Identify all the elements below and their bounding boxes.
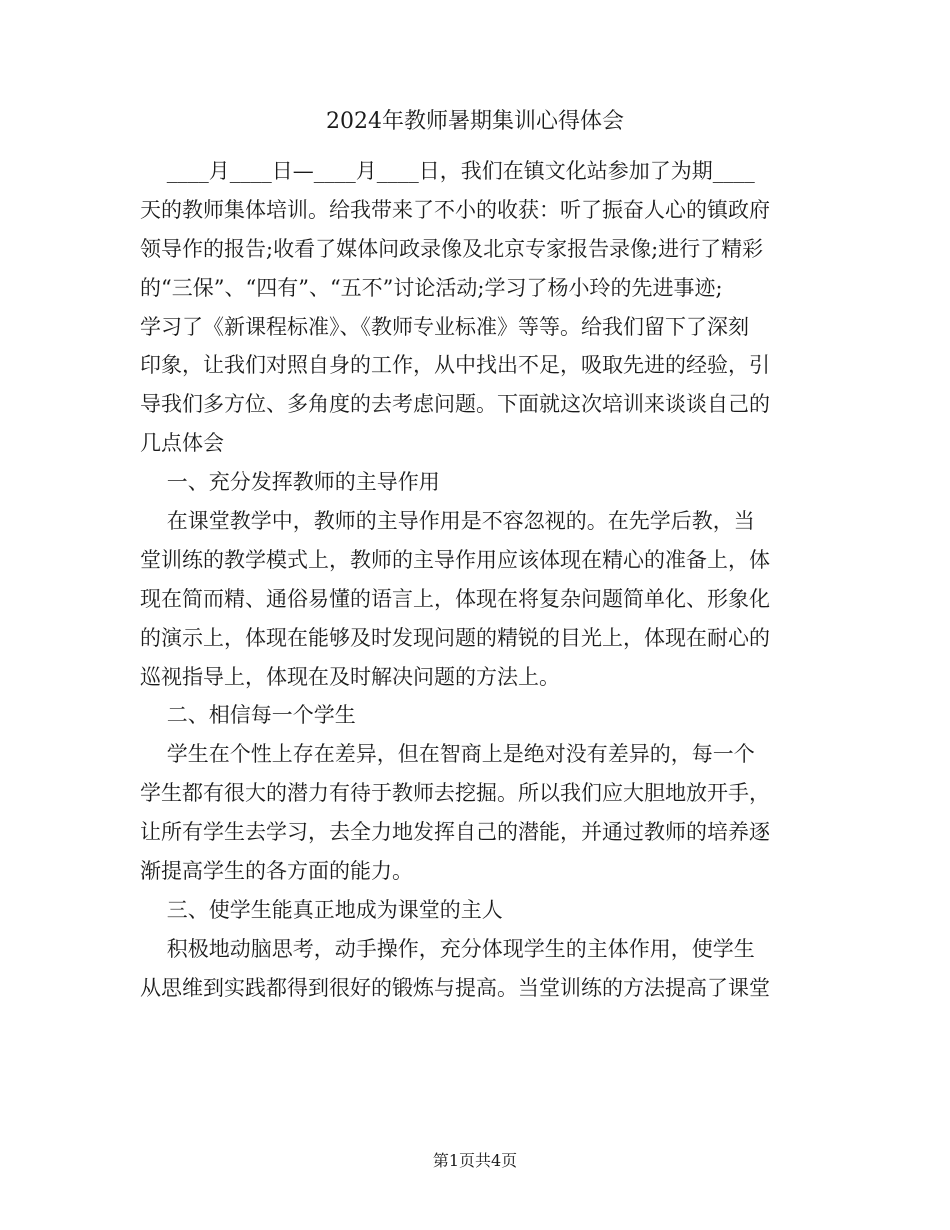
text-line: 学生都有很大的潜力有待于教师去挖掘。所以我们应大胆地放开手， [140,781,770,806]
page-number-footer: 第1页共4页 [432,1151,518,1170]
text-line: 让所有学生去学习，去全力地发挥自己的潜能，并通过教师的培养逐 [140,820,770,845]
text-line: 几点体会 [140,431,224,456]
text-line: 在课堂教学中，教师的主导作用是不容忽视的。在先学后教，当 [140,509,755,534]
section-heading: 三、使学生能真正地成为课堂的主人 [140,897,503,922]
text-line: ____月____日—____月____日，我们在镇文化站参加了为期____ [140,159,755,183]
document-body [140,152,808,1008]
text-line: 现在简而精、通俗易懂的语言上，体现在将复杂问题简单化、形象化 [140,586,770,611]
text-line: 导我们多方位、多角度的去考虑问题。下面就这次培训来谈谈自己的 [140,392,770,417]
text-line: 印象，让我们对照自身的工作，从中找出不足，吸取先进的经验，引 [140,353,770,378]
text-line: 的演示上，体现在能够及时发现问题的精锐的目光上，体现在耐心的 [140,625,770,650]
text-line: 渐提高学生的各方面的能力。 [140,859,413,884]
text-line: 堂训练的教学模式上，教师的主导作用应该体现在精心的准备上，体 [140,547,770,572]
section-heading: 二、相信每一个学生 [140,703,356,728]
text-line: 天的教师集体培训。给我带来了不小的收获：听了振奋人心的镇政府 [140,197,770,222]
document-title: 2024年教师暑期集训心得体会 [326,109,624,134]
text-line: 的“三保”、“四有”、“五不”讨论活动;学习了杨小玲的先进事迹; [140,275,723,300]
text-line: 学生在个性上存在差异，但在智商上是绝对没有差异的，每一个 [140,742,755,767]
text-line: 学习了《新课程标准》、《教师专业标准》等等。给我们留下了深刻 [140,314,749,339]
text-line: 领导作的报告;收看了媒体问政录像及北京专家报告录像;进行了精彩 [140,236,764,261]
section-heading: 一、充分发挥教师的主导作用 [140,470,440,495]
text-line: 从思维到实践都得到很好的锻炼与提高。当堂训练的方法提高了课堂 [140,975,770,1000]
text-line: 巡视指导上，体现在及时解决问题的方法上。 [140,664,560,689]
text-line: 积极地动脑思考，动手操作，充分体现学生的主体作用，使学生 [140,936,755,961]
